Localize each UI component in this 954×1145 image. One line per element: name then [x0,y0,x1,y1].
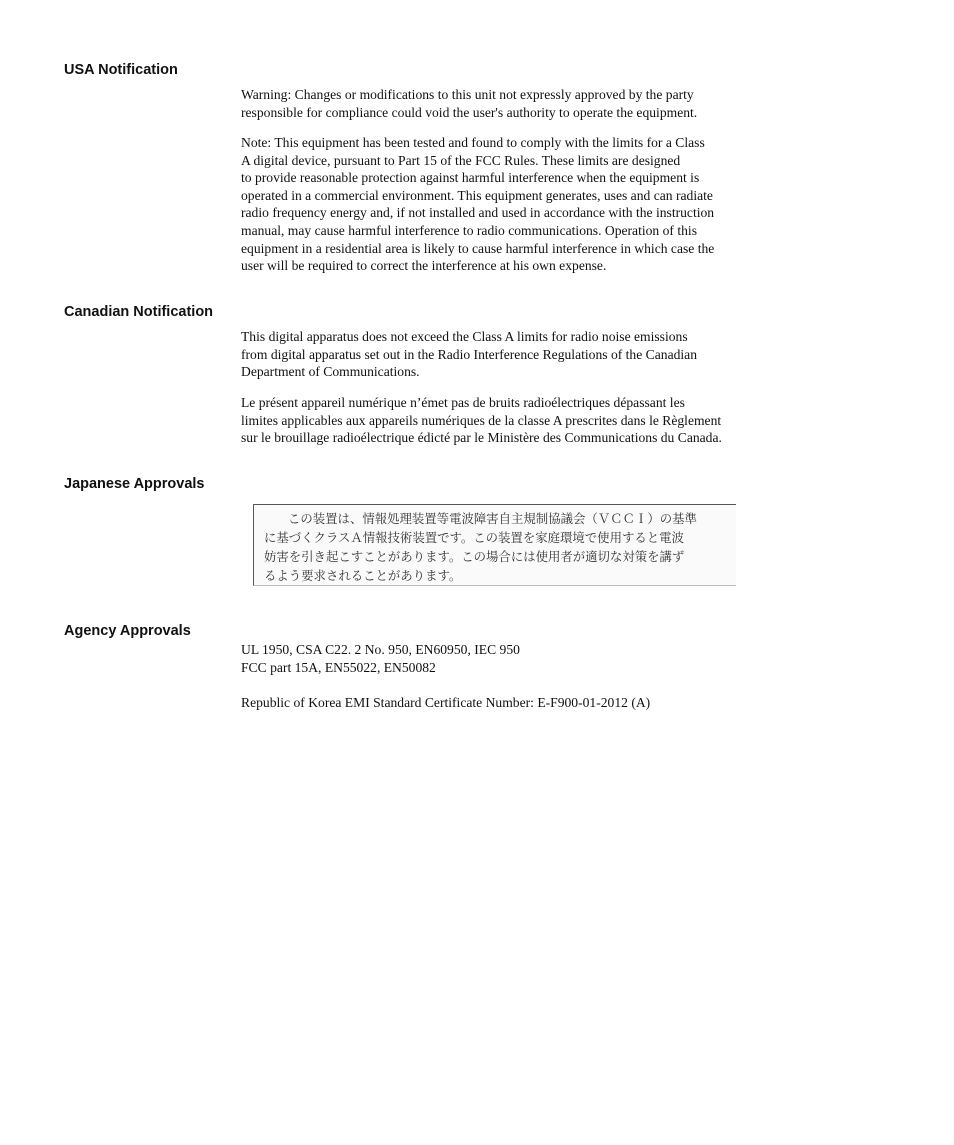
vcci-line: に基づくクラスＡ情報技術装置です。この装置を家庭環境で使用すると電波 [264,530,684,545]
vcci-line: この装置は、情報処理装置等電波障害自主規制協議会（ＶＣＣＩ）の基準 [288,511,697,526]
vcci-statement-image [253,504,736,586]
canadian-english-paragraph [241,328,841,381]
agency-approvals-heading: Agency Approvals [64,623,191,639]
usa-note-line: to provide reasonable protection against harmful interference when the equipment is [241,170,700,186]
canadian-french-line: sur le brouillage radioélectrique édicté par le Ministère des Communications du Canada. [241,430,722,446]
usa-note-line: manual, may cause harmful interference to radio communications. Operation of this [241,222,697,238]
agency-standard-line: FCC part 15A, EN55022, EN50082 [241,659,436,675]
usa-note-line: A digital device, pursuant to Part 15 of the FCC Rules. These limits are designed [241,152,681,168]
usa-notification-heading: USA Notification [64,62,178,78]
canadian-french-paragraph [241,394,841,447]
vcci-line: 妨害を引き起こすことがあります。この場合には使用者が適切な対策を講ず [264,549,685,564]
canadian-english-line: Department of Communications. [241,364,420,380]
usa-note-line: operated in a commercial environment. This equipment generates, uses and can radiate [241,187,713,203]
canadian-french-line: limites applicables aux appareils numériques de la classe A prescrites dans le Règlement [241,412,722,428]
japanese-approvals-heading: Japanese Approvals [64,476,205,492]
usa-note-line: Note: This equipment has been tested and found to comply with the limits for a Class [241,135,705,150]
korea-emi-certificate: Republic of Korea EMI Standard Certificate Number: E-F900-01-2012 (A) [241,695,651,710]
canadian-english-line: This digital apparatus does not exceed the Class A limits for radio noise emissions [241,329,688,344]
agency-standard-line: UL 1950, CSA C22. 2 No. 950, EN60950, IEC 950 [241,642,520,657]
canadian-french-line: Le présent appareil numérique n’émet pas de bruits radioélectriques dépassant les [241,395,685,410]
usa-note-line: user will be required to correct the interference at his own expense. [241,258,607,274]
usa-note-line: radio frequency energy and, if not installed and used in accordance with the instruction [241,205,715,221]
usa-warning-paragraph [241,86,841,121]
usa-warning-line: responsible for compliance could void the user's authority to operate the equipment. [241,104,698,120]
usa-note-paragraph [241,134,841,275]
canadian-english-line: from digital apparatus set out in the Radio Interference Regulations of the Canadian [241,346,698,362]
vcci-line: るよう要求されることがあります。 [264,568,462,583]
usa-note-line: equipment in a residential area is likely to cause harmful interference in which case the [241,240,715,256]
canadian-notification-heading: Canadian Notification [64,304,214,320]
agency-standards-list [241,641,841,676]
usa-warning-line: Warning: Changes or modifications to this unit not expressly approved by the party [241,87,694,102]
